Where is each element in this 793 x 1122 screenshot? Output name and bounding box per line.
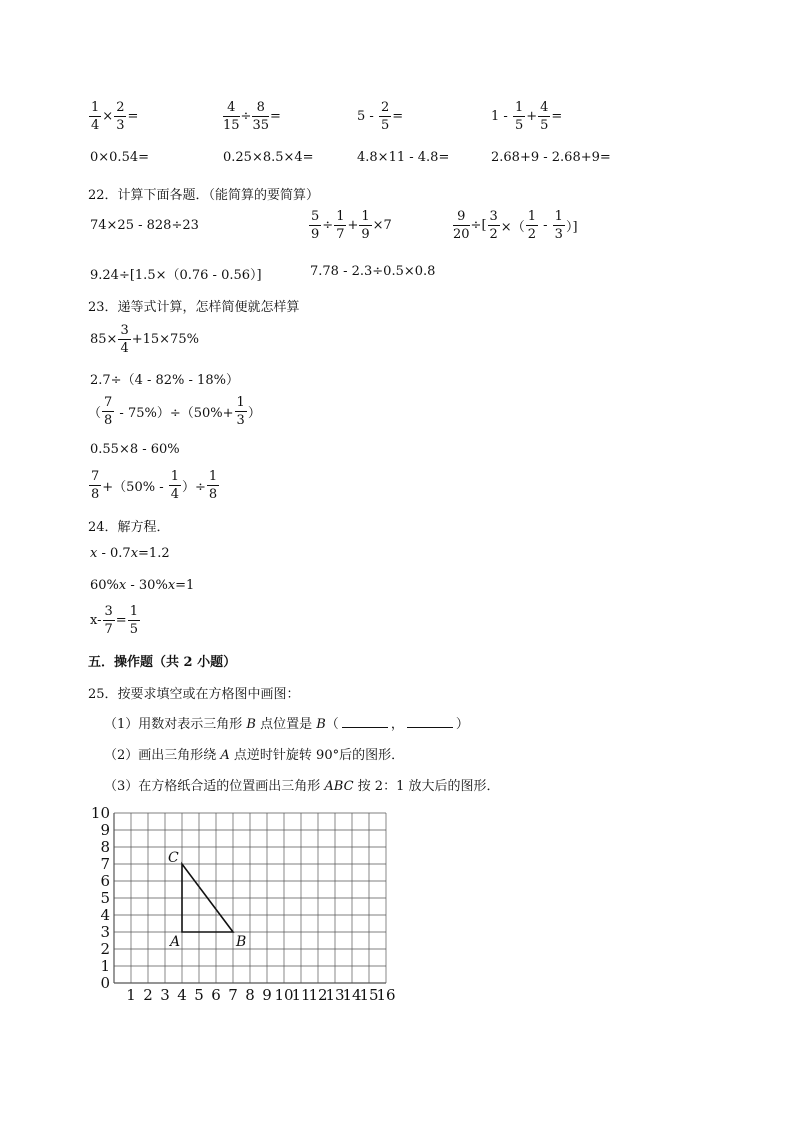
x-tick-label: 6 — [211, 986, 221, 1004]
fraction: $\frac{1}{7}$ — [336, 209, 345, 242]
q23-b: 2.7÷（4 - 82% - 18%） — [90, 373, 239, 388]
expr-2-4: 2.68+9 - 2.68+9= — [491, 150, 611, 165]
y-tick-label: 6 — [100, 872, 110, 890]
expr-2-1: 0×0.54= — [90, 150, 150, 165]
q23-e: $\frac{7}{8}$ +（50% - $\frac{1}{4}$ ）÷ $\frac{1}{8}$ — [91, 469, 218, 502]
vertex-label-c: C — [168, 850, 179, 866]
q22-a: 74×25 - 828÷23 — [90, 218, 199, 233]
q23-a: 85× $\frac{3}{4}$ +15×75% — [90, 323, 199, 356]
q25-part-2: （2）画出三角形绕 A 点逆时针旋转 90°后的图形． — [104, 748, 405, 763]
expr-1-2: $\frac{4}{15}$ ÷ $\frac{8}{35}$ = — [223, 100, 281, 133]
fraction: $\frac{2}{3}$ — [116, 100, 125, 133]
y-tick-label: 7 — [100, 855, 110, 873]
fraction: $\frac{7}{8}$ — [91, 469, 100, 502]
x-tick-label: 14 — [342, 986, 362, 1004]
expr-2-2: 0.25×8.5×4= — [223, 150, 314, 165]
fraction: $\frac{3}{4}$ — [120, 323, 129, 356]
fraction: $\frac{7}{8}$ — [104, 395, 113, 428]
y-tick-label: 5 — [100, 889, 110, 907]
fraction: $\frac{4}{5}$ — [540, 100, 549, 133]
vertex-label-a: A — [170, 934, 181, 950]
expr-1-1: $\frac{1}{4}$ × $\frac{2}{3}$ = — [91, 100, 139, 133]
q25-part-1: （1）用数对表示三角形 B 点位置是 B（ ， ） — [104, 717, 469, 732]
q24-title: 24．解方程． — [88, 520, 170, 535]
fraction: $\frac{3}{7}$ — [104, 604, 113, 637]
fraction: $\frac{3}{2}$ — [489, 209, 498, 242]
expr-1-4: 1 - $\frac{1}{5}$ + $\frac{4}{5}$ = — [491, 100, 563, 133]
x-tick-label: 7 — [228, 986, 238, 1004]
grid-figure — [90, 803, 400, 1008]
fraction: $\frac{1}{5}$ — [129, 604, 138, 637]
x-tick-label: 9 — [262, 986, 272, 1004]
y-tick-label: 9 — [100, 821, 110, 839]
fraction: $\frac{1}{9}$ — [361, 209, 370, 242]
q23-c: （ $\frac{7}{8}$ - 75%）÷（50%+ $\frac{1}{3}$ ） — [88, 395, 261, 428]
fraction: $\frac{1}{3}$ — [236, 395, 245, 428]
x-tick-label: 2 — [143, 986, 153, 1004]
fraction: $\frac{8}{35}$ — [252, 100, 269, 133]
q22-title: 22．计算下面各题．（能简算的要简算） — [88, 188, 320, 203]
x-tick-label: 16 — [376, 986, 396, 1004]
expr-1-3: 5 - $\frac{2}{5}$ = — [357, 100, 404, 133]
q24-c: x- $\frac{3}{7}$ = $\frac{1}{5}$ — [90, 604, 138, 637]
x-tick-label: 11 — [291, 986, 311, 1004]
x-tick-label: 4 — [177, 986, 187, 1004]
y-tick-label: 3 — [100, 923, 110, 941]
x-tick-label: 12 — [308, 986, 328, 1004]
x-tick-label: 3 — [160, 986, 170, 1004]
q23-title: 23．递等式计算，怎样简便就怎样算 — [88, 300, 300, 315]
q22-b: $\frac{5}{9}$ ÷ $\frac{1}{7}$ + $\frac{1}{9}$ ×7 — [311, 209, 392, 242]
fraction: $\frac{5}{9}$ — [311, 209, 320, 242]
x-tick-label: 5 — [194, 986, 204, 1004]
x-tick-label: 10 — [274, 986, 294, 1004]
q25-title: 25．按要求填空或在方格图中画图： — [88, 687, 300, 702]
fraction: $\frac{1}{4}$ — [91, 100, 100, 133]
fraction: $\frac{4}{15}$ — [223, 100, 240, 133]
grid-svg — [90, 803, 400, 1008]
fraction: $\frac{1}{4}$ — [170, 469, 180, 502]
q24-a: x - 0.7x=1.2 — [90, 546, 170, 561]
vertex-label-b: B — [236, 934, 247, 950]
x-tick-label: 15 — [359, 986, 379, 1004]
x-tick-label: 13 — [325, 986, 345, 1004]
section-heading: 五．操作题（共 2 小题） — [88, 655, 237, 670]
answer-blank-x[interactable] — [342, 715, 388, 728]
q22-e: 7.78 - 2.3÷0.5×0.8 — [310, 264, 436, 279]
fraction: $\frac{1}{8}$ — [208, 469, 218, 502]
x-tick-label: 1 — [126, 986, 136, 1004]
y-tick-label: 10 — [90, 804, 110, 822]
fraction: $\frac{1}{5}$ — [514, 100, 524, 133]
fraction: $\frac{1}{2}$ — [527, 209, 536, 242]
y-tick-label: 1 — [100, 957, 110, 975]
answer-blank-y[interactable] — [407, 715, 453, 728]
fraction: $\frac{2}{5}$ — [380, 100, 390, 133]
y-tick-label: 2 — [100, 940, 110, 958]
expr-2-3: 4.8×11 - 4.8= — [357, 150, 450, 165]
q22-c: $\frac{9}{20}$ ÷[ $\frac{3}{2}$ ×（ $\frac{1}{2}$ - $\frac{1}{3}$ ）] — [453, 209, 578, 242]
q25-part-3: （3）在方格纸合适的位置画出三角形 ABC 按 2：1 放大后的图形． — [104, 779, 500, 794]
x-tick-label: 8 — [245, 986, 255, 1004]
q23-d: 0.55×8 - 60% — [90, 442, 180, 457]
y-tick-label: 4 — [100, 906, 110, 924]
fraction: $\frac{1}{3}$ — [554, 209, 563, 242]
q22-d: 9.24÷[1.5×（0.76 - 0.56）] — [90, 268, 262, 283]
fraction: $\frac{9}{20}$ — [453, 209, 470, 242]
y-tick-label: 0 — [100, 974, 110, 992]
q24-b: 60%x - 30%x=1 — [90, 578, 195, 593]
y-tick-label: 8 — [100, 838, 110, 856]
